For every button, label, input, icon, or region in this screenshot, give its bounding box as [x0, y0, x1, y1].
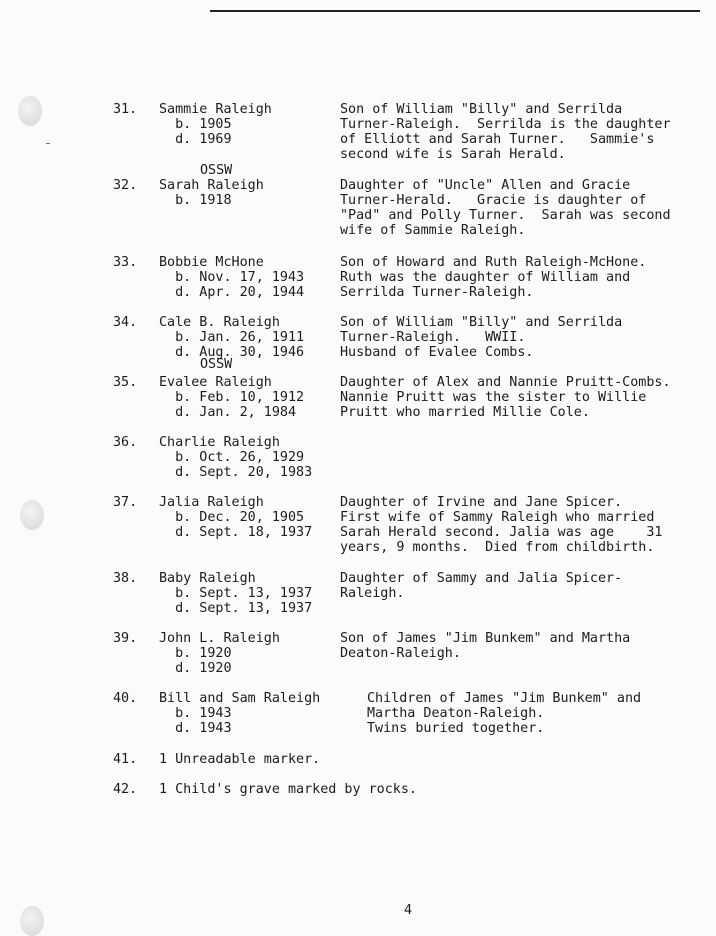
entry-number: 37. — [113, 495, 138, 510]
entry-date: d. 1943 — [159, 721, 232, 736]
entry-date: d. 1920 — [159, 661, 232, 676]
entry-name: Bobbie McHone — [159, 255, 264, 270]
top-rule — [210, 10, 700, 12]
entry-description-line: wife of Sammie Raleigh. — [340, 223, 526, 238]
entry-date: b. Jan. 26, 1911 — [159, 330, 305, 345]
entry-number: 33. — [113, 255, 138, 270]
entry-description-line: Son of Howard and Ruth Raleigh-McHone. — [340, 255, 647, 270]
entry-date: b. 1920 — [159, 646, 232, 661]
entry-date: b. 1905 — [159, 117, 232, 132]
entry-description-line: Son of William "Billy" and Serrilda — [340, 315, 623, 330]
page-number: 4 — [404, 903, 413, 918]
entry-number: 31. — [113, 102, 138, 117]
entry-description-line: Pruitt who married Millie Cole. — [340, 405, 590, 420]
entry-date: d. Aug. 30, 1946 — [159, 345, 305, 360]
entry-description-line: Ruth was the daughter of William and — [340, 270, 631, 285]
entry-description-line: Daughter of Irvine and Jane Spicer. — [340, 495, 623, 510]
entry-date: d. Sept. 20, 1983 — [159, 465, 313, 480]
entry-number: 38. — [113, 571, 138, 586]
entry-number: 34. — [113, 315, 138, 330]
entry-number: 35. — [113, 375, 138, 390]
entry-date: b. Nov. 17, 1943 — [159, 270, 305, 285]
entry-name: Evalee Raleigh — [159, 375, 272, 390]
entry-name: Charlie Raleigh — [159, 435, 280, 450]
entry-name: 1 Child's grave marked by rocks. — [159, 782, 417, 797]
entry-description-line: Son of James "Jim Bunkem" and Martha — [340, 631, 631, 646]
entry-name: Sarah Raleigh — [159, 178, 264, 193]
entry-number: 41. — [113, 752, 138, 767]
entry-date: d. Jan. 2, 1984 — [159, 405, 297, 420]
entry-number: 36. — [113, 435, 138, 450]
entry-date: d. 1969 — [159, 132, 232, 147]
entry-description-line: First wife of Sammy Raleigh who married — [340, 510, 655, 525]
entry-description-line: Nannie Pruitt was the sister to Willie — [340, 390, 647, 405]
entry-description-line: Sarah Herald second. Jalia was age 31 — [340, 525, 663, 540]
stray-mark — [46, 143, 50, 144]
entry-name: 1 Unreadable marker. — [159, 752, 321, 767]
entry-name: Jalia Raleigh — [159, 495, 264, 510]
entry-date: d. Apr. 20, 1944 — [159, 285, 305, 300]
entry-description-line: Children of James "Jim Bunkem" and — [367, 691, 642, 706]
entry-description-line: Raleigh. — [340, 586, 405, 601]
entry-description-line: of Elliott and Sarah Turner. Sammie's — [340, 132, 655, 147]
entry-date: b. 1943 — [159, 706, 232, 721]
entry-description-line: Turner-Raleigh. Serrilda is the daughter — [340, 117, 671, 132]
punch-hole — [20, 906, 44, 936]
entry-description-line: Daughter of Sammy and Jalia Spicer- — [340, 571, 623, 586]
punch-hole — [20, 500, 44, 530]
entry-description-line: second wife is Sarah Herald. — [340, 147, 566, 162]
entry-description-line: "Pad" and Polly Turner. Sarah was second — [340, 208, 671, 223]
entry-number: 42. — [113, 782, 138, 797]
entry-number: 32. — [113, 178, 138, 193]
entry-description-line: Deaton-Raleigh. — [340, 646, 461, 661]
entry-date: b. Oct. 26, 1929 — [159, 450, 305, 465]
entry-description-line: Martha Deaton-Raleigh. — [367, 706, 545, 721]
entry-description-line: Husband of Evalee Combs. — [340, 345, 534, 360]
entry-date: b. Dec. 20, 1905 — [159, 510, 305, 525]
entry-description-line: Serrilda Turner-Raleigh. — [340, 285, 534, 300]
entry-date: d. Sept. 13, 1937 — [159, 601, 313, 616]
entry-description-line: Turner-Herald. Gracie is daughter of — [340, 193, 647, 208]
entry-name: John L. Raleigh — [159, 631, 280, 646]
entry-description-line: years, 9 months. Died from childbirth. — [340, 540, 655, 555]
entry-number: 39. — [113, 631, 138, 646]
ossw-note: OSSW — [200, 163, 233, 178]
entry-name: Bill and Sam Raleigh — [159, 691, 321, 706]
entry-description-line: Son of William "Billy" and Serrilda — [340, 102, 623, 117]
entry-name: Baby Raleigh — [159, 571, 256, 586]
entry-number: 40. — [113, 691, 138, 706]
entry-date: d. Sept. 18, 1937 — [159, 525, 313, 540]
entry-description-line: Daughter of "Uncle" Allen and Gracie — [340, 178, 631, 193]
entry-date: b. Sept. 13, 1937 — [159, 586, 313, 601]
entry-name: Sammie Raleigh — [159, 102, 272, 117]
ossw-note: OSSW — [200, 357, 233, 372]
entry-description-line: Turner-Raleigh. WWII. — [340, 330, 526, 345]
entry-description-line: Daughter of Alex and Nannie Pruitt-Combs. — [340, 375, 671, 390]
entry-name: Cale B. Raleigh — [159, 315, 280, 330]
entry-description-line: Twins buried together. — [367, 721, 545, 736]
punch-hole — [18, 96, 42, 126]
entry-date: b. 1918 — [159, 193, 232, 208]
entry-date: b. Feb. 10, 1912 — [159, 390, 305, 405]
